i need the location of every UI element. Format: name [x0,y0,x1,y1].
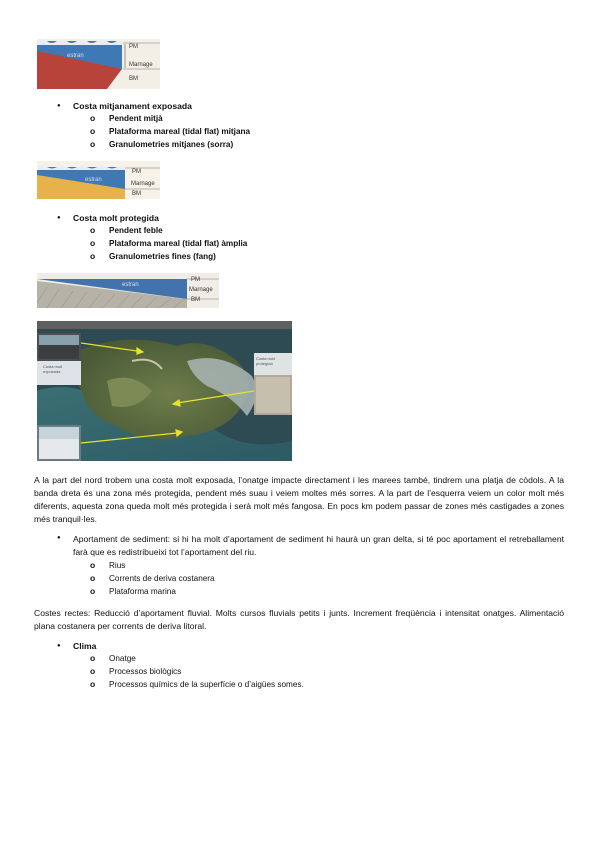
diagram-pm-label: PM [129,44,138,50]
list-item: o Plataforma mareal (tidal flat) àmplia [109,239,247,248]
diagram-water-label: estran [122,282,139,288]
list-item: o Plataforma mareal (tidal flat) mitjana [109,127,250,136]
heading-exposed-medium: ● Costa mitjanament exposada [73,101,192,111]
list-item: o Onatge [109,654,136,663]
heading-clima: ● Clima [73,641,96,651]
diagram-marnage-label: Marnage [189,287,213,293]
diagram-water-label: estran [67,53,84,59]
list-item: o Rius [109,561,125,570]
diagram-bm-label: BM [132,191,141,197]
diagram-medium-coast [37,161,160,199]
diagram-protected-coast [37,273,219,308]
paragraph-coast-description: A la part del nord trobem una costa molt exposada, l’onatge impacte directament i les marees també, tindrem una platja de còdols. A la banda dreta és una zona més protegida, pendent més suau i veiem moltes més sorres. A la part de l’esquerra veiem un color molt més diferents, aquesta zona queda molt més protegida i serà molt més fangosa. En pocs km podem passar de zones més castigades a zones més tranquil·les. [34,475,564,524]
diagram-marnage-label: Marnage [131,181,155,187]
photo-left-caption: Costa molt exposada [43,364,63,374]
diagram-pm-label: PM [132,169,141,175]
diagram-water-label: estran [85,177,102,183]
diagram-pm-label: PM [191,277,200,283]
paragraph-straight-coasts: Costes rectes: Reducció d’aportament fluvial. Molts cursos fluvials petits i junts. Increment freqüència i intensitat onatges. Alimentació plana costanera per corrents de deriva litoral. [34,608,564,631]
list-item: o Pendent feble [109,226,163,235]
bullet-icon: ● [57,535,61,541]
diagram-marnage-label: Marnage [129,62,153,68]
list-item: o Plataforma marina [109,587,176,596]
aerial-photo [37,321,292,461]
list-item: o Corrents de deriva costanera [109,574,215,583]
sediment-block [57,533,564,559]
list-item: o Pendent mitjà [109,114,163,123]
photo-right-caption: Costa molt protegida [256,356,276,366]
sediment-text: Aportament de sediment: si hi ha molt d’aportament de sediment hi haurà un gran delta, si té poc aportament el retreballament farà que es redistribueixi tot l’aportament del riu. [73,534,564,557]
list-item: o Granulometries mitjanes (sorra) [109,140,233,149]
heading-protected: ● Costa molt protegida [73,213,159,223]
list-item: o Granulometries fines (fang) [109,252,216,261]
list-item: o Processos biològics [109,667,181,676]
diagram-bm-label: BM [191,297,200,303]
diagram-bm-label: BM [129,76,138,82]
diagram-exposed-coast [37,39,160,89]
list-item: o Processos químics de la superfície o d’aigües somes. [109,680,304,689]
